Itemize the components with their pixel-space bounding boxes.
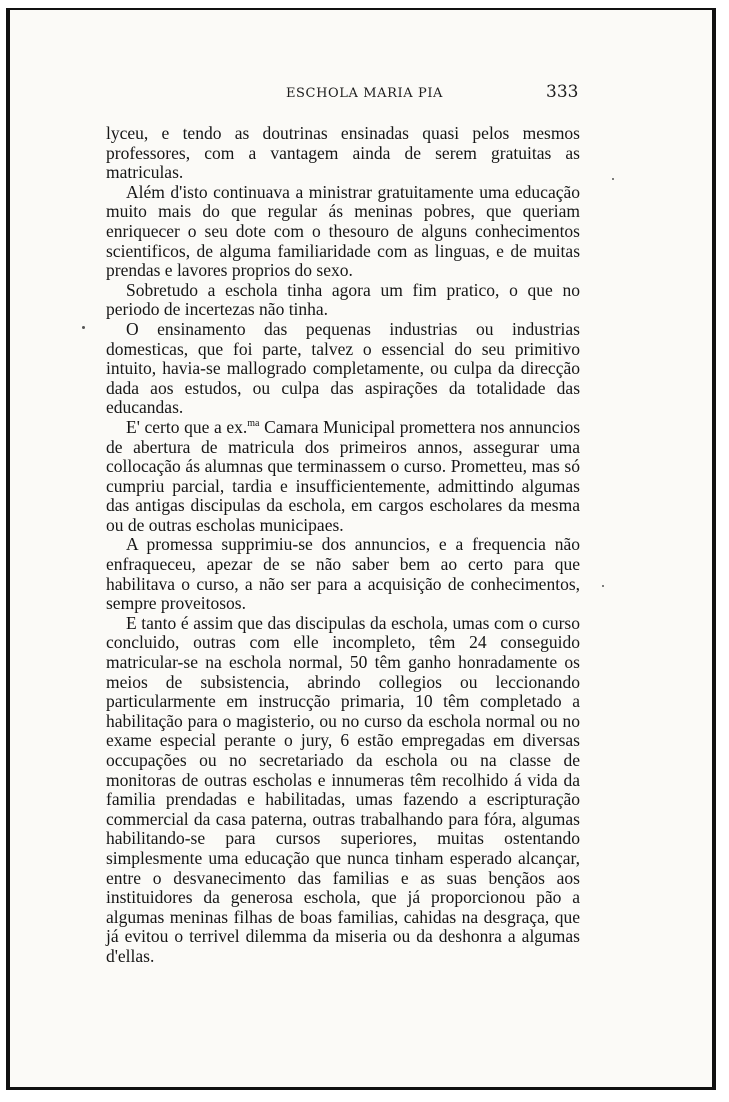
paragraph-5 [106, 418, 580, 536]
paragraph-7: E tanto é assim que das discipulas da eschola, umas com o curso concluido, outras com elle incompleto, têm 24 conseguido matricular-se na eschola normal, 50 têm ganho honradamente os meios de subsistencia, abrindo collegios ou leccionando particularmente em instrucção primaria, 10 têm completado a habilitação para o magisterio, ou no curso da eschola normal ou no exame especial perante o jury, 6 estão empregadas em diversas occupações ou no secretariado da eschola ou na classe de monitoras de outras escholas e innumeras têm recolhido á vida da familia prendadas e habilitadas, umas fazendo a escripturação commercial da casa paterna, outras trabalhando para fóra, algumas habilitando-se para cursos superiores, muitas ostentando simplesmente uma educação que nunca tinham esperado alcançar, entre o desvanecimento das familias e as suas bençãos aos instituidores da generosa eschola, que já proporcionou pão a algumas meninas filhas de boas familias, cahidas na desgraça, que já evitou o terrivel dilemma da miseria ou da deshonra a algumas d'ellas. [106, 612, 580, 966]
paragraph-5-rest: Camara Municipal promettera nos annuncios de abertura de matricula dos primeiros annos, assegurar uma collocação ás alumnas que terminassem o curso. Prometteu, mas só cumpriu parcial, tardia e insufficientemente, admittindo algumas das antigas discipulas da eschola, em cargos escholares da mesma ou de outras escholas municipaes. [106, 416, 580, 535]
page-number: 333 [546, 82, 579, 102]
paragraph-6: A promessa supprimiu-se dos annuncios, e a frequencia não enfraqueceu, apezar de se não saber bem ao certo para que habilitava o curso, a não ser para a acquisição de conhecimentos, sempre proveitosos. [106, 534, 580, 614]
page-header [0, 82, 729, 106]
print-speck [612, 178, 614, 180]
paragraph-5-superscript: ma [247, 418, 260, 430]
print-speck [82, 326, 85, 329]
paragraph-3: Sobretudo a eschola tinha agora um fim pratico, o que no periodo de incertezas não tinha. [106, 279, 580, 320]
paragraph-2: Além d'isto continuava a ministrar gratuitamente uma educação muito mais do que regular ás meninas pobres, que queriam enriquecer o seu dote com o thesouro de alguns conhecimentos scientificos, de alguma familiaridade com as linguas, e de muitas prendas e lavores proprios do sexo. [106, 181, 580, 281]
running-title: ESCHOLA MARIA PIA [285, 86, 444, 101]
body-text [106, 124, 580, 967]
paragraph-1: lyceu, e tendo as doutrinas ensinadas quasi pelos mesmos professores, com a vantagem ainda de serem gratuitas as matriculas. [106, 123, 580, 183]
paragraph-4: O ensinamento das pequenas industrias ou industrias domesticas, que foi parte, talvez o essencial do seu primitivo intuito, havia-se mallogrado completamente, ou culpa da direcção dada aos estudos, ou culpa das aspirações da totalidade das educandas. [106, 318, 580, 418]
print-speck [602, 585, 604, 587]
paragraph-5-start: E' certo que a ex. [126, 416, 248, 437]
